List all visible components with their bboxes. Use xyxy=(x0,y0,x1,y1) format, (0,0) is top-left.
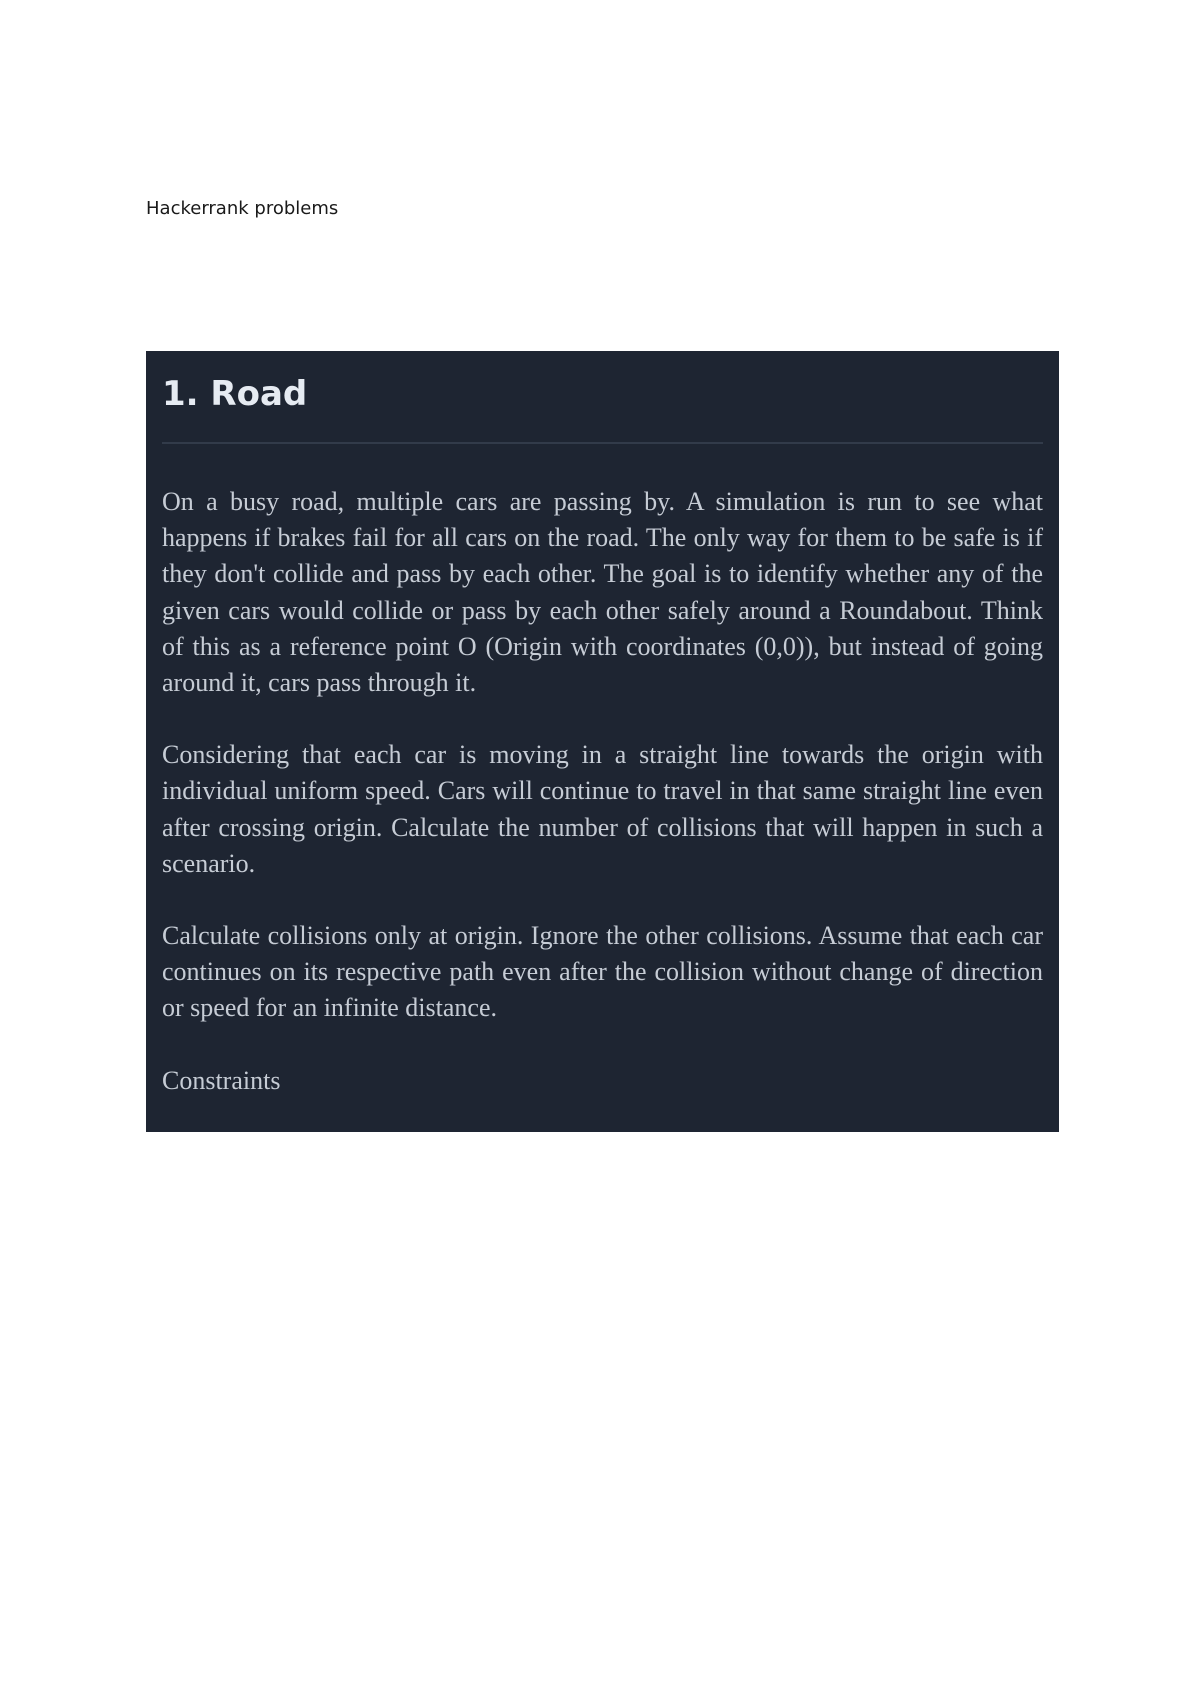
document-header: Hackerrank problems xyxy=(146,198,339,219)
problem-screenshot xyxy=(146,351,1059,1132)
constraints-heading: Constraints xyxy=(162,1065,281,1095)
problem-paragraph-2: Considering that each car is moving in a straight line towards the origin with individual uniform speed. Cars will continue to travel in that same straight line even after crossing origin. Calculate the number of collisions that will happen in such a scenario. xyxy=(162,740,1043,878)
title-divider xyxy=(162,442,1043,444)
problem-title: 1. Road xyxy=(162,374,308,414)
problem-paragraph-1: On a busy road, multiple cars are passing by. A simulation is run to see what happens if brakes fail for all cars on the road. The only way for them to be safe is if they don't collide and pass by each other. The goal is to identify whether any of the given cars would collide or pass by each other safely around a Roundabout. Think of this as a reference point O (Origin with coordinates (0,0)), but instead of going around it, cars pass through it. xyxy=(162,487,1043,698)
problem-paragraph-3: Calculate collisions only at origin. Ignore the other collisions. Assume that each car continues on its respective path even after the collision without change of direction or speed for an infinite distance. xyxy=(162,921,1043,1023)
